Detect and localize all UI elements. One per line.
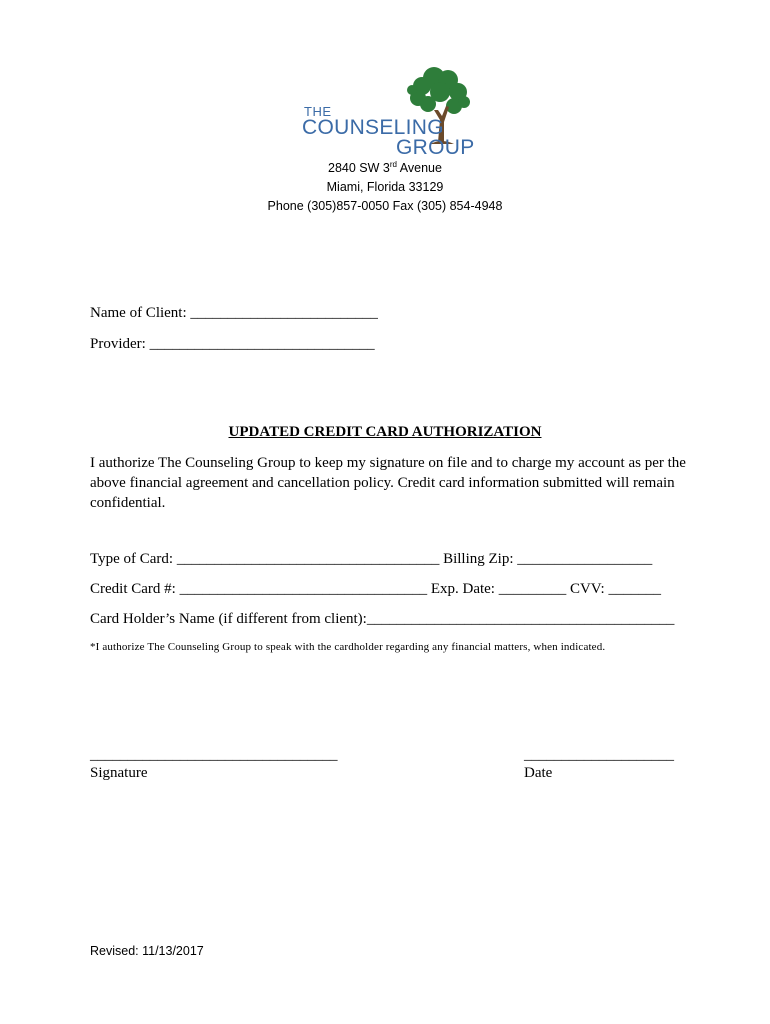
logo-the-text: THE: [304, 104, 332, 119]
address-street-name: Avenue: [397, 161, 442, 176]
address-city: Miami, Florida 33129: [326, 180, 444, 194]
logo-group-text: GROUP: [396, 136, 475, 159]
address-phone: Phone (305)857-0050 Fax (305) 854-4948: [267, 199, 503, 213]
form-title: UPDATED CREDIT CARD AUTHORIZATION: [228, 424, 542, 440]
signature-label: Signature: [90, 765, 148, 781]
revised-date: Revised: 11/13/2017: [90, 944, 204, 958]
client-name-field[interactable]: Name of Client: _________________________: [90, 305, 378, 321]
date-label: Date: [524, 765, 553, 781]
provider-field[interactable]: Provider: ______________________________: [90, 336, 375, 352]
card-type-field[interactable]: Type of Card: ___________________________________ Billing Zip: __________________: [90, 551, 653, 567]
address-number: 2840 SW 3: [328, 161, 390, 176]
counseling-group-logo: [300, 64, 475, 160]
authorization-text: I authorize The Counseling Group to keep my signature on file and to charge my account as per the above financial agreement and cancellation policy. Credit card information submitted will remain confidential.: [90, 455, 686, 511]
card-number-field[interactable]: Credit Card #: _________________________________ Exp. Date: _________ CVV: _______: [90, 581, 661, 597]
logo-counseling-text: COUNSELING: [302, 116, 444, 139]
address-ordinal: rd: [389, 160, 397, 169]
address-street: [0, 160, 770, 175]
signature-line[interactable]: _________________________________: [90, 747, 338, 763]
card-holder-field[interactable]: Card Holder’s Name (if different from client):_________________________________________: [90, 611, 675, 627]
date-line[interactable]: ____________________: [524, 747, 674, 763]
cardholder-note: *I authorize The Counseling Group to speak with the cardholder regarding any financial matters, when indicated.: [90, 641, 606, 653]
